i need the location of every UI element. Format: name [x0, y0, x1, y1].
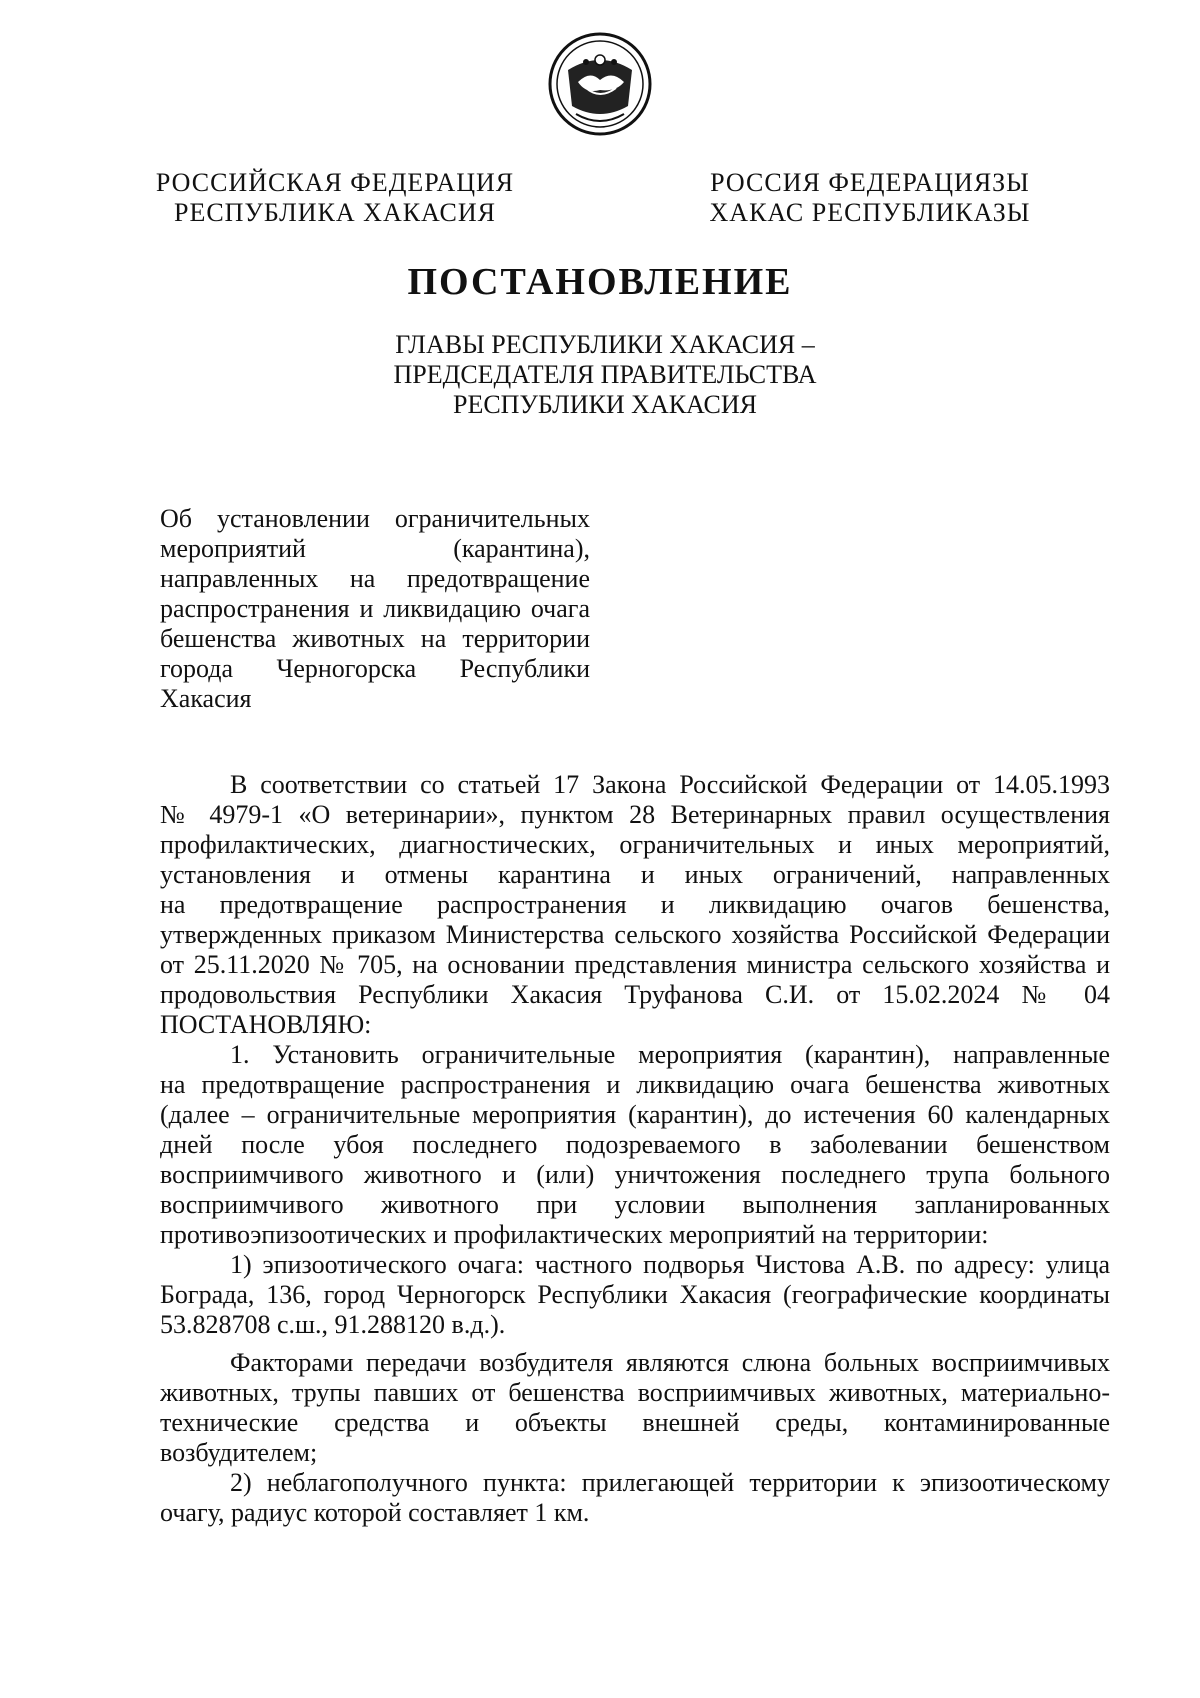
body-text-line: на предотвращение распространения и ликвидацию очагов бешенства,	[160, 890, 1110, 919]
header-right-line-2: ХАКАС РЕСПУБЛИКАЗЫ	[709, 198, 1031, 227]
body-text-line: на предотвращение распространения и ликвидацию очага бешенства животных	[160, 1070, 1110, 1099]
authority-line: ПРЕДСЕДАТЕЛЯ ПРАВИТЕЛЬСТВА	[393, 360, 817, 389]
header-left-line-2: РЕСПУБЛИКА ХАКАСИЯ	[173, 198, 496, 227]
body-text-line: от 25.11.2020 № 705, на основании представления министра сельского хозяйства и	[160, 950, 1110, 979]
subject-line: распространения и ликвидацию очага	[160, 594, 590, 623]
body-text-line: 53.828708 с.ш., 91.288120 в.д.).	[160, 1310, 506, 1339]
body-text-line: дней после убоя последнего подозреваемого в заболевании бешенством	[160, 1130, 1110, 1159]
khakassia-coat-of-arms-emblem	[546, 30, 654, 138]
body-text-line: восприимчивого животного при условии выполнения запланированных	[160, 1190, 1110, 1219]
body-text-line: 1. Установить ограничительные мероприятия (карантин), направленные	[230, 1040, 1110, 1069]
body-text-line: Факторами передачи возбудителя являются слюна больных восприимчивых	[230, 1348, 1110, 1377]
body-text-line: Бограда, 136, город Черногорск Республики Хакасия (географические координаты	[160, 1280, 1110, 1309]
subject-line: города Черногорска Республики	[160, 654, 590, 683]
body-text-line: установления и отмены карантина и иных ограничений, направленных	[160, 860, 1110, 889]
subject-line: Об установлении ограничительных	[160, 504, 590, 533]
body-text-line: противоэпизоотических и профилактических мероприятий на территории:	[160, 1220, 989, 1249]
body-text-line: восприимчивого животного и (или) уничтожения последнего трупа больного	[160, 1160, 1110, 1189]
body-text-line: № 4979-1 «О ветеринарии», пунктом 28 Ветеринарных правил осуществления	[160, 800, 1110, 829]
issuing-authority	[300, 330, 910, 420]
body-text-line: животных, трупы павших от бешенства восприимчивых животных, материально-	[160, 1378, 1110, 1407]
document-body	[160, 770, 1110, 1528]
document-type-title: ПОСТАНОВЛЕНИЕ	[407, 261, 793, 303]
subject-line: Хакасия	[160, 684, 252, 713]
subject-line: бешенства животных на территории	[160, 624, 590, 653]
body-text-line: очагу, радиус которой составляет 1 км.	[160, 1498, 590, 1527]
body-text-line: ПОСТАНОВЛЯЮ:	[160, 1010, 372, 1039]
subject-line: направленных на предотвращение	[160, 564, 590, 593]
body-text-line: (далее – ограничительные мероприятия (карантин), до истечения 60 календарных	[160, 1100, 1110, 1129]
body-text-line: профилактических, диагностических, ограничительных и иных мероприятий,	[160, 830, 1110, 859]
body-text-line: технические средства и объекты внешней среды, контаминированные	[160, 1408, 1110, 1437]
body-text-line: 1) эпизоотического очага: частного подворья Чистова А.В. по адресу: улица	[230, 1250, 1110, 1279]
body-text-line: 2) неблагополучного пункта: прилегающей территории к эпизоотическому	[230, 1468, 1110, 1497]
document-subject	[160, 504, 590, 714]
body-text-line: утвержденных приказом Министерства сельского хозяйства Российской Федерации	[160, 920, 1110, 949]
authority-line: ГЛАВЫ РЕСПУБЛИКИ ХАКАСИЯ –	[395, 330, 815, 359]
authority-line: РЕСПУБЛИКИ ХАКАСИЯ	[452, 390, 757, 419]
subject-line: мероприятий (карантина),	[160, 534, 590, 563]
header-right-line-1: РОССИЯ ФЕДЕРАЦИЯЗЫ	[710, 168, 1030, 197]
body-text-line: продовольствия Республики Хакасия Труфанова С.И. от 15.02.2024 № 04	[160, 980, 1110, 1009]
header-left-line-1: РОССИЙСКАЯ ФЕДЕРАЦИЯ	[155, 168, 515, 197]
body-text-line: возбудителем;	[160, 1438, 318, 1467]
body-text-line: В соответствии со статьей 17 Закона Российской Федерации от 14.05.1993	[230, 770, 1110, 799]
header-khakas	[700, 168, 1040, 228]
header-russian	[150, 168, 520, 228]
